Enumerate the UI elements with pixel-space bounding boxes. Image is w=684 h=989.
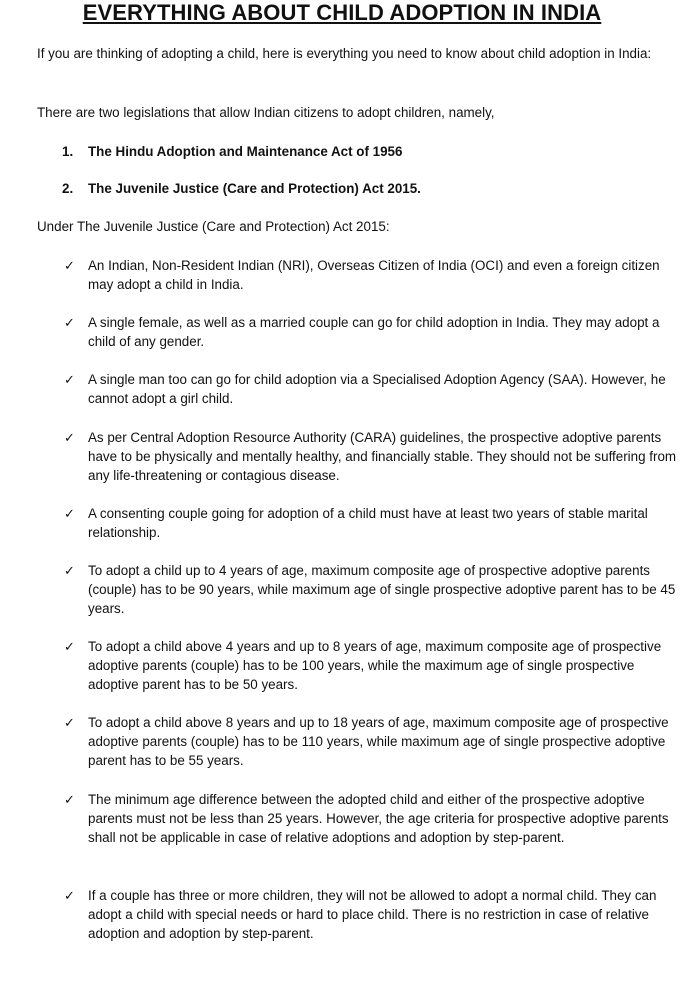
check-icon: ✓ bbox=[64, 506, 75, 521]
page-title: EVERYTHING ABOUT CHILD ADOPTION IN INDIA bbox=[82, 0, 602, 25]
check-icon: ✓ bbox=[64, 258, 75, 273]
check-icon: ✓ bbox=[64, 715, 75, 730]
bullet-item bbox=[64, 504, 678, 542]
bullet-item bbox=[64, 637, 678, 694]
bullet-item bbox=[64, 561, 678, 618]
check-icon: ✓ bbox=[64, 315, 75, 330]
bullet-text: As per Central Adoption Resource Authority (CARA) guidelines, the prospective adoptive parents have to be physically and mentally healthy, and financially stable. They should not be suffering from any life-threatening or contagious disease. bbox=[88, 430, 677, 483]
check-icon: ✓ bbox=[64, 792, 75, 807]
bullet-item bbox=[64, 713, 678, 770]
check-icon: ✓ bbox=[64, 563, 75, 578]
bullet-item bbox=[64, 790, 678, 847]
check-icon: ✓ bbox=[64, 430, 75, 445]
under-act-heading: Under The Juvenile Justice (Care and Protection) Act 2015: bbox=[37, 219, 390, 234]
bullet-text: To adopt a child above 4 years and up to 8 years of age, maximum composite age of prospective adoptive parents (couple) has to be 100 years, while the maximum age of single prospective adoptive parent has to be 50 years. bbox=[88, 639, 662, 692]
check-icon: ✓ bbox=[64, 888, 75, 903]
legislation-text: The Hindu Adoption and Maintenance Act of 1956 bbox=[88, 144, 403, 159]
bullet-text: The minimum age difference between the adopted child and either of the prospective adoptive parents must not be less than 25 years. However, the age criteria for prospective adoptive parents shall not be applicable in case of relative adoptions and adoption by step-parent. bbox=[88, 792, 669, 845]
legislation-number: 1. bbox=[62, 144, 74, 159]
bullet-text: To adopt a child above 8 years and up to 18 years of age, maximum composite age of prospective adoptive parents (couple) has to be 110 years, while maximum age of single prospective adoptive parent has to be 55 years. bbox=[88, 715, 669, 768]
bullet-text: To adopt a child up to 4 years of age, maximum composite age of prospective adoptive parents (couple) has to be 90 years, while maximum age of single prospective adoptive parent has to be 45 years. bbox=[88, 563, 676, 616]
bullet-text: An Indian, Non-Resident Indian (NRI), Overseas Citizen of India (OCI) and even a foreign citizen may adopt a child in India. bbox=[88, 258, 660, 292]
legislation-number: 2. bbox=[62, 181, 74, 196]
legislation-text: The Juvenile Justice (Care and Protection) Act 2015. bbox=[88, 181, 421, 196]
bullet-text: If a couple has three or more children, they will not be allowed to adopt a normal child. They can adopt a child with special needs or hard to place child. There is no restriction in case of relative adoption and adoption by step-parent. bbox=[88, 888, 657, 941]
bullet-item bbox=[64, 370, 678, 408]
bullet-text: A consenting couple going for adoption of a child must have at least two years of stable marital relationship. bbox=[88, 506, 648, 540]
bullet-text: A single female, as well as a married couple can go for child adoption in India. They may adopt a child of any gender. bbox=[88, 315, 660, 349]
legislation-item bbox=[62, 142, 402, 161]
bullet-item bbox=[64, 313, 678, 351]
legislations-intro: There are two legislations that allow Indian citizens to adopt children, namely, bbox=[37, 105, 495, 120]
bullet-item bbox=[64, 428, 678, 485]
legislation-item bbox=[62, 179, 421, 198]
check-icon: ✓ bbox=[64, 372, 75, 387]
bullet-text: A single man too can go for child adoption via a Specialised Adoption Agency (SAA). However, he cannot adopt a girl child. bbox=[88, 372, 666, 406]
check-icon: ✓ bbox=[64, 639, 75, 654]
bullet-item bbox=[64, 256, 678, 294]
intro-paragraph: If you are thinking of adopting a child, here is everything you need to know about child adoption in India: bbox=[37, 46, 652, 61]
bullet-item bbox=[64, 886, 678, 943]
